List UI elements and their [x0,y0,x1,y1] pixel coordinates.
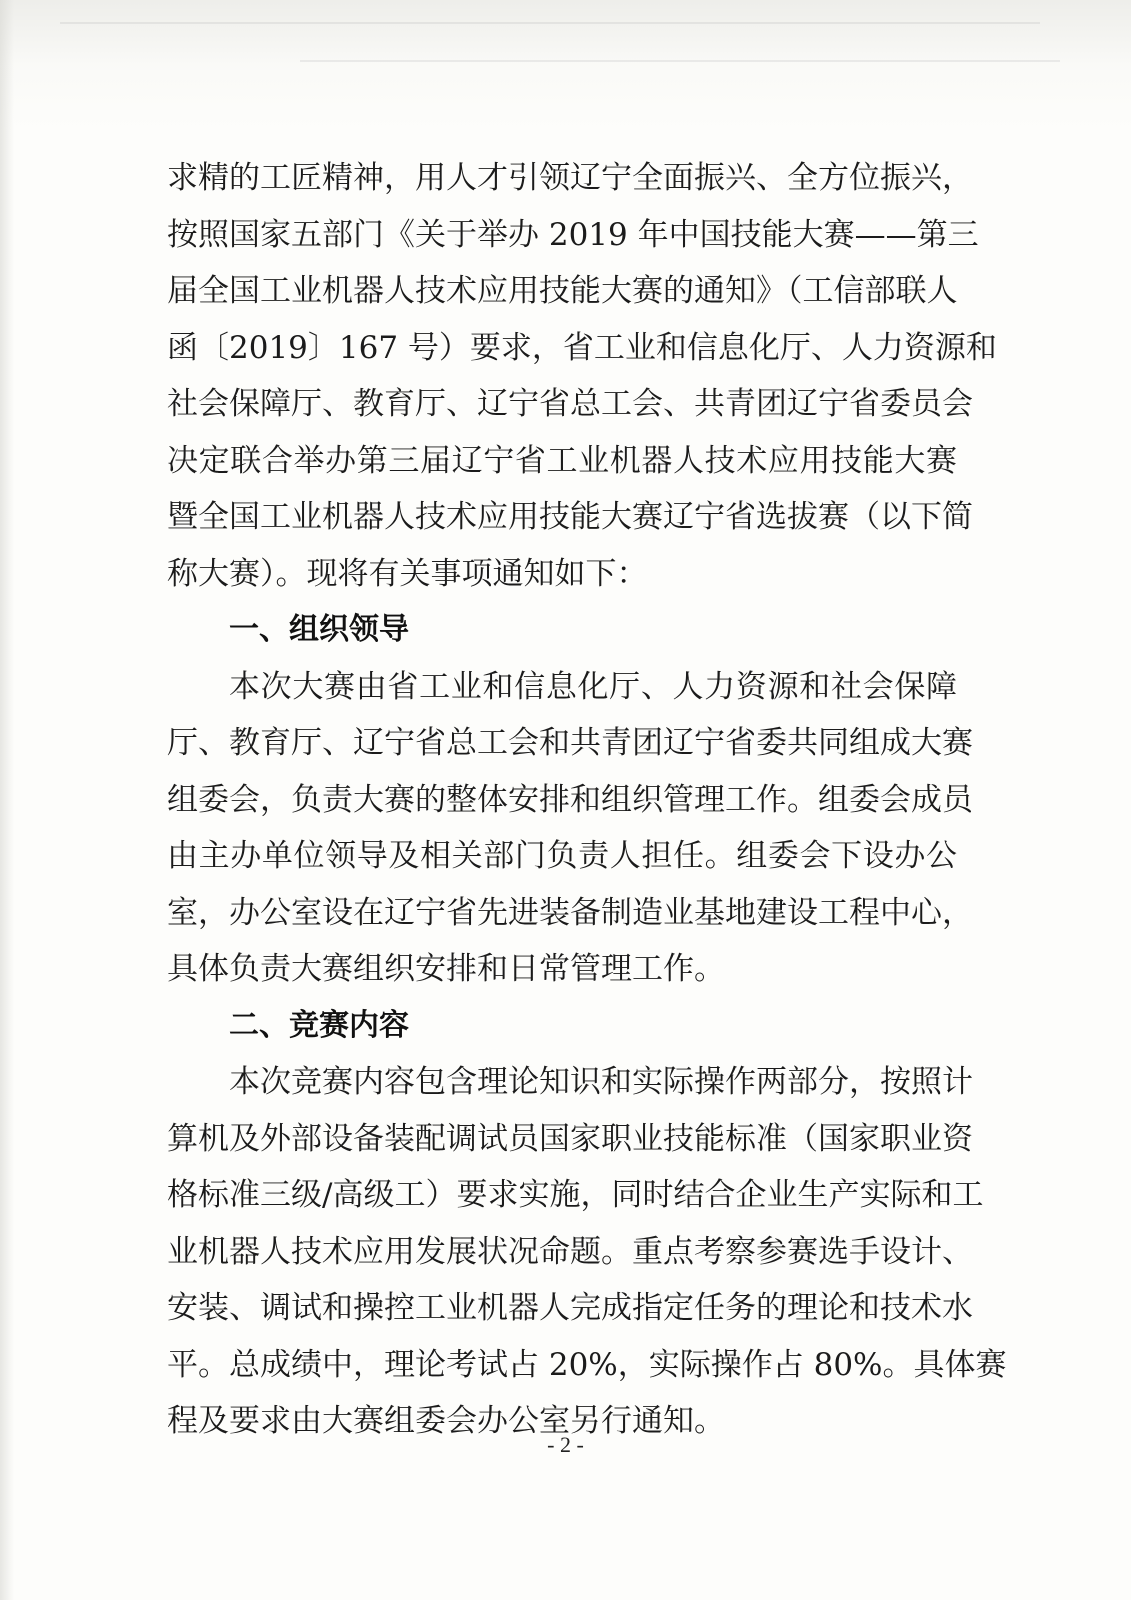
text-line: 暨全国工业机器人技术应用技能大赛辽宁省选拔赛（以下简 [167,499,973,535]
text-line: 安装、调试和操控工业机器人完成指定任务的理论和技术水 [167,1290,973,1326]
page-number: - 2 - [547,1432,584,1457]
scan-artifact-line [60,22,1040,24]
section-heading-content: 二、竞赛内容 [229,1007,409,1043]
content-paragraph [167,1054,1007,1450]
text-line: 由主办单位领导及相关部门负责人担任。组委会下设办公 [167,838,957,874]
text-line: 具体负责大赛组织安排和日常管理工作。 [167,951,725,987]
text-line: 本次竞赛内容包含理论知识和实际操作两部分，按照计 [229,1064,973,1100]
intro-paragraph [167,150,997,602]
text-line: 室，办公室设在辽宁省先进装备制造业基地建设工程中心， [167,894,973,931]
scan-shadow-left [0,0,14,1600]
text-line: 算机及外部设备装配调试员国家职业技能标准（国家职业资 [167,1120,973,1157]
scan-artifact-line [300,60,1060,62]
text-line: 厅、教育厅、辽宁省总工会和共青团辽宁省委共同组成大赛 [167,725,973,761]
section-heading-organization: 一、组织领导 [229,612,409,647]
text-line: 本次大赛由省工业和信息化厅、人力资源和社会保障 [229,668,957,705]
document-body [167,150,1007,1450]
scan-shadow-top [0,0,1131,130]
text-line: 组委会，负责大赛的整体安排和组织管理工作。组委会成员 [167,781,973,818]
text-line: 求精的工匠精神，用人才引领辽宁全面振兴、全方位振兴， [167,160,973,196]
text-line: 函〔2019〕167 号）要求，省工业和信息化厅、人力资源和 [167,329,997,366]
text-line: 决定联合举办第三届辽宁省工业机器人技术应用技能大赛 [167,442,957,479]
organization-paragraph [167,659,973,998]
text-line: 按照国家五部门《关于举办 2019 年中国技能大赛——第三 [167,216,979,253]
text-line: 平。总成绩中，理论考试占 20%，实际操作占 80%。具体赛 [167,1346,1007,1383]
text-line: 届全国工业机器人技术应用技能大赛的通知》（工信部联人 [167,273,958,309]
text-line: 格标准三级/高级工）要求实施，同时结合企业生产实际和工 [167,1177,984,1213]
text-line: 社会保障厅、教育厅、辽宁省总工会、共青团辽宁省委员会 [167,386,973,422]
text-line: 程及要求由大赛组委会办公室另行通知。 [167,1403,725,1439]
text-line: 业机器人技术应用发展状况命题。重点考察参赛选手设计、 [167,1233,973,1270]
text-line: 称大赛）。现将有关事项通知如下： [167,555,648,592]
